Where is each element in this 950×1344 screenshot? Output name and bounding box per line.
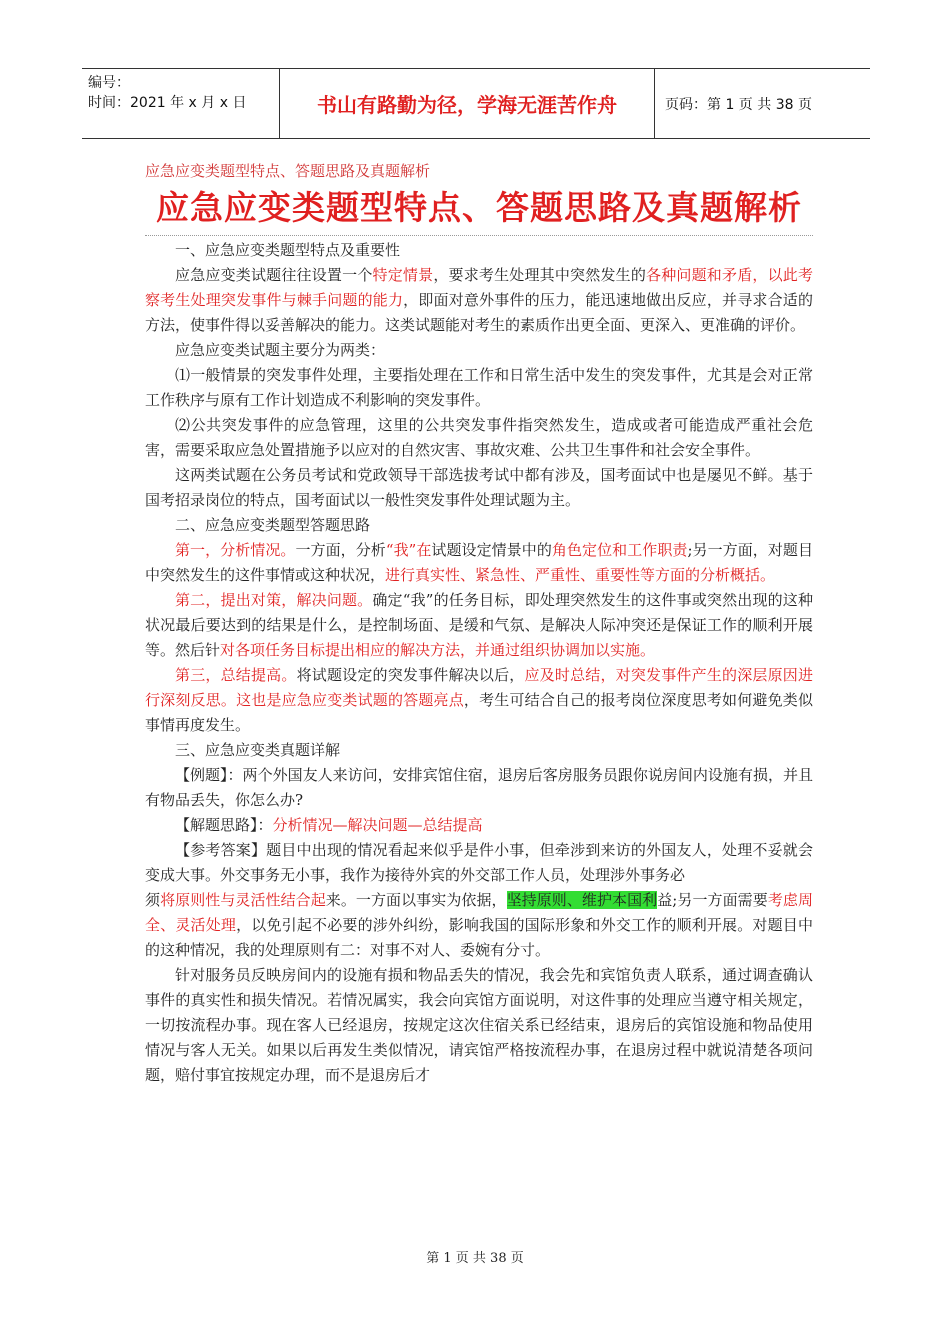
- number-label: 编号：: [88, 75, 130, 91]
- section-heading-3: 三、应急应变类真题详解: [175, 741, 341, 759]
- paragraph: 第二，提出对策，解决问题。确定“我”的任务目标，即处理突然发生的这件事或突然出现的这种状况最后要达到的结果是什么，是控制场面、是缓和气氛、是解决人际冲突还是保证工作的顺利开展等。然后针对各项任务目标提出相应的解决方法，并通过组织协调加以实施。: [145, 591, 813, 659]
- highlighted-text: 坚持原则、维护本国利: [506, 891, 658, 909]
- section-heading-1: 一、应急应变类题型特点及重要性: [175, 241, 401, 259]
- page-footer: 第 1 页 共 38 页: [426, 1251, 524, 1266]
- page-header: [82, 68, 870, 139]
- doc-body: [145, 238, 813, 1088]
- paragraph: 【解题思路】：分析情况—解决问题—总结提高: [175, 816, 483, 834]
- paragraph: 应急应变类试题往往设置一个特定情景，要求考生处理其中突然发生的各种问题和矛盾，以此考察考生处理突发事件与棘手问题的能力，即面对意外事件的压力，能迅速地做出反应，并寻求合适的方法，使事件得以妥善解决的能力。这类试题能对考生的素质作出更全面、更深入、更准确的评价。: [145, 266, 813, 334]
- paragraph: 第一，分析情况。一方面，分析“我”在试题设定情景中的角色定位和工作职责;另一方面，对题目中突然发生的这件事情或这种状况，进行真实性、紧急性、严重性、重要性等方面的分析概括。: [145, 541, 813, 584]
- section-heading-2: 二、应急应变类题型答题思路: [175, 516, 371, 534]
- header-motto: 书山有路勤为径，学海无涯苦作舟: [280, 69, 655, 138]
- paragraph: 这两类试题在公务员考试和党政领导干部选拔考试中都有涉及，国考面试中也是屡见不鲜。基于国考招录岗位的特点，国考面试以一般性突发事件处理试题为主。: [145, 466, 813, 509]
- time-label: 时间：2021 年 x 月 x 日: [88, 95, 247, 111]
- doc-title: 应急应变类题型特点、答题思路及真题解析: [156, 188, 802, 227]
- paragraph: 第三，总结提高。将试题设定的突发事件解决以后，应及时总结，对突发事件产生的深层原因进行深刻反思。这也是应急应变类试题的答题亮点，考生可结合自己的报考岗位深度思考如何避免类似事情再度发生。: [145, 666, 813, 734]
- doc-subtitle: 应急应变类题型特点、答题思路及真题解析: [145, 162, 431, 180]
- paragraph: 【例题】：两个外国友人来访问，安排宾馆住宿，退房后客房服务员跟你说房间内设施有损，并且有物品丢失，你怎么办?: [145, 766, 813, 809]
- paragraph: 须将原则性与灵活性结合起来。一方面以事实为依据，坚持原则、维护本国利益;另一方面需要考虑周全、灵活处理，以免引起不必要的涉外纠纷，影响我国的国际形象和外交工作的顺利开展。对题目中的这种情况，我的处理原则有二：对事不对人、委婉有分寸。: [145, 891, 813, 959]
- paragraph: ⑵公共突发事件的应急管理，这里的公共突发事件指突然发生，造成或者可能造成严重社会危害，需要采取应急处置措施予以应对的自然灾害、事故灾难、公共卫生事件和社会安全事件。: [145, 416, 813, 459]
- header-page-label: 页码：第 1 页 共 38 页: [665, 96, 812, 113]
- paragraph: 【参考答案】题目中出现的情况看起来似乎是件小事，但牵涉到来访的外国友人，处理不妥就会变成大事。外交事务无小事，我作为接待外宾的外交部工作人员，处理涉外事务必: [145, 841, 813, 884]
- paragraph: 应急应变类试题主要分为两类：: [175, 341, 386, 359]
- paragraph: 针对服务员反映房间内的设施有损和物品丢失的情况，我会先和宾馆负责人联系，通过调查确认事件的真实性和损失情况。若情况属实，我会向宾馆方面说明，对这件事的处理应当遵守相关规定，一切按流程办事。现在客人已经退房，按规定这次住宿关系已经结束，退房后的宾馆设施和物品使用情况与客人无关。如果以后再发生类似情况，请宾馆严格按流程办事，在退房过程中就说清楚各项问题，赔付事宜按规定办理，而不是退房后才: [145, 966, 813, 1084]
- title-divider: [145, 235, 813, 236]
- paragraph: ⑴一般情景的突发事件处理，主要指处理在工作和日常生活中发生的突发事件，尤其是会对正常工作秩序与原有工作计划造成不利影响的突发事件。: [145, 366, 813, 409]
- header-meta: [82, 69, 280, 138]
